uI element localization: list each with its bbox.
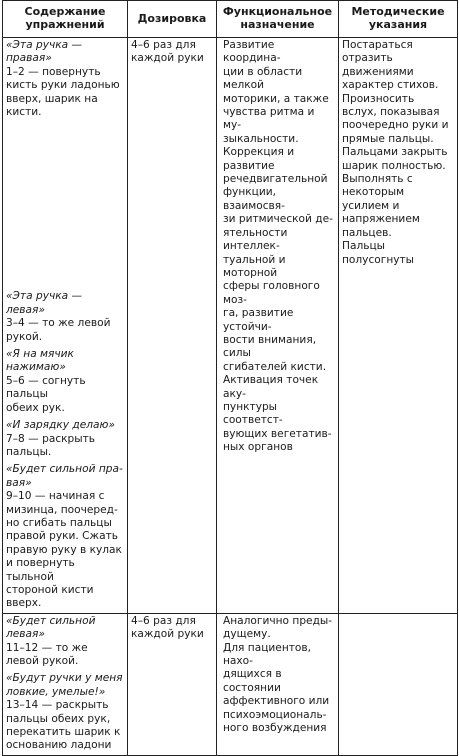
exercise-text: 9–10 — начиная с мизинца, поочеред- но сгибать пальцы правой руки. Сжать правую руку в кулак и повернуть тыльной стороной кисти вверх. — [6, 490, 122, 610]
exercise-text: 3–4 — то же левой рукой. — [6, 317, 111, 343]
dosage-cell: 4–6 раз для каждой руки — [128, 613, 217, 755]
method-paragraph: Пальцами закрыть шарик полностью. — [342, 146, 448, 172]
exercise-cell — [3, 38, 128, 614]
method-paragraph: Постараться отразить движениями характер стихов. — [342, 39, 439, 92]
exercise-table — [2, 0, 458, 756]
exercise-text: 7–8 — раскрыть пальцы. — [6, 432, 96, 458]
function-paragraph: Аналогично преды- дущему. — [223, 614, 333, 641]
header-function: Функциональное назначение — [217, 1, 339, 38]
header-row — [3, 1, 458, 38]
method-paragraph: Выполнять с некоторым усилием и напряжением пальцев. — [342, 173, 420, 239]
exercise-cell — [3, 613, 128, 755]
function-paragraph: Для пациентов, нахо- дящихся в состоянии аффективного или психоэмоциональ- ного возбуждения — [223, 641, 330, 735]
function-cell — [217, 38, 339, 614]
method-cell — [339, 613, 458, 755]
method-paragraph: Пальцы полусогнуты — [342, 240, 415, 266]
dosage-cell: 4–6 раз для каждой руки — [128, 38, 217, 614]
exercise-text: 5–6 — согнуть пальцы обеих рук. — [6, 374, 86, 414]
exercise-text: 13–14 — раскрыть пальцы обеих рук, перекатить шарик к основанию ладони — [6, 699, 121, 752]
exercise-title: «Эта ручка — правая» — [6, 39, 83, 65]
exercise-title: «Будет сильной пра- вая» — [6, 463, 123, 489]
table-row — [3, 613, 458, 755]
exercise-title: «Эта ручка — левая» — [6, 290, 83, 316]
method-cell — [339, 38, 458, 614]
exercise-text: 1–2 — повернуть кисть руки ладонью вверх, шарик на кисти. — [6, 65, 120, 119]
table-row — [3, 38, 458, 614]
exercise-title: «Будет сильной левая» — [6, 614, 96, 641]
header-method: Методические указания — [339, 1, 458, 38]
exercise-title: «И зарядку делаю» — [6, 419, 115, 432]
exercise-title: «Я на мячик нажимаю» — [6, 348, 74, 374]
function-cell — [217, 613, 339, 755]
function-paragraph: Коррекция и развитие речедвигательной функции, взаимосвя- зи ритмической де- ятельности интеллек- туальной и моторной сферы головного моз- га, развитие устойчи- вости внимания, силы сгибателей кисти. — [223, 146, 333, 373]
method-paragraph: Произносить вслух, показывая поочередно руки и прямые пальцы. — [342, 92, 449, 145]
function-paragraph: Активация точек аку- пунктуры соответст- вующих вегетатив- ных органов — [223, 374, 332, 454]
exercise-title: «Будут ручки у меня ловкие, умелые!» — [6, 672, 123, 698]
header-exercises: Содержание упражнений — [3, 1, 128, 38]
header-dosage: Дозировка — [128, 1, 217, 38]
exercise-text: 11–12 — то же левой рукой. — [6, 641, 88, 667]
function-paragraph: Развитие координа- ции в области мелкой моторики, а также чувства ритма и му- зыкальности. — [223, 39, 329, 145]
